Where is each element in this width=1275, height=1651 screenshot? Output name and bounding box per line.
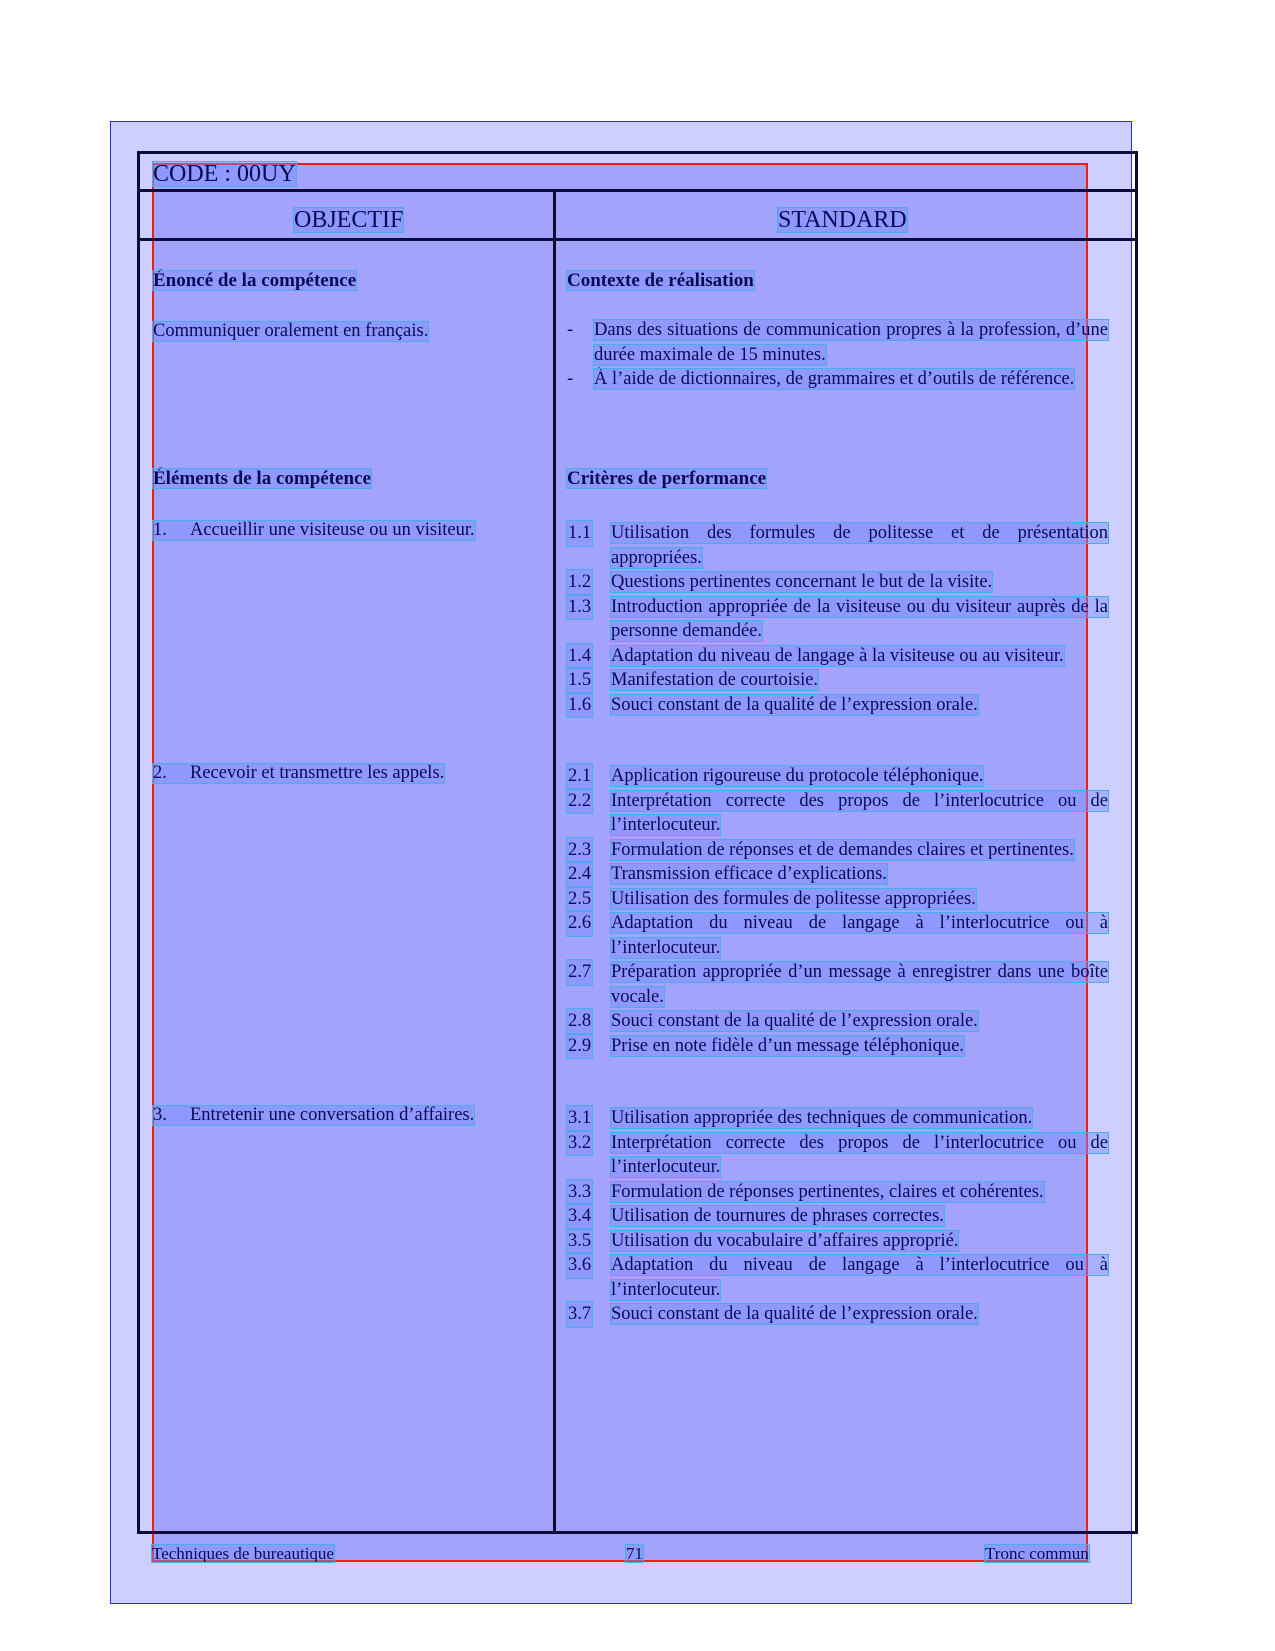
element-3 bbox=[153, 1106, 474, 1125]
criterion-text: Utilisation appropriée des techniques de communication. bbox=[611, 1108, 1033, 1128]
element-number: 3. bbox=[153, 1105, 167, 1125]
enonce-text: Communiquer oralement en français. bbox=[153, 321, 429, 341]
contexte-title: Contexte de réalisation bbox=[567, 270, 754, 291]
header-row-divider bbox=[137, 238, 1138, 241]
code-row-divider bbox=[137, 189, 1138, 192]
criterion-number: 1.1 bbox=[567, 521, 592, 546]
criterion-number: 3.1 bbox=[567, 1106, 592, 1131]
footer-program: Techniques de bureautique bbox=[152, 1544, 334, 1563]
criterion-number: 2.6 bbox=[567, 911, 592, 936]
criterion-number: 3.6 bbox=[567, 1253, 592, 1278]
criterion-text: Adaptation du niveau de langage à l’interlocutrice ou à l’interlocuteur. bbox=[611, 1255, 1108, 1300]
criterion-text: Adaptation du niveau de langage à l’interlocutrice ou à l’interlocuteur. bbox=[611, 913, 1108, 958]
element-number: 2. bbox=[153, 763, 167, 783]
enonce-title: Énoncé de la compétence bbox=[153, 270, 357, 291]
criterion-text: Préparation appropriée d’un message à enregistrer dans une boîte vocale. bbox=[611, 962, 1108, 1007]
criterion-text: Utilisation des formules de politesse et de présentation appropriées. bbox=[611, 523, 1108, 568]
element-label: Entretenir une conversation d’affaires. bbox=[190, 1105, 475, 1125]
footer-page-number: 71 bbox=[626, 1544, 643, 1563]
element-label: Recevoir et transmettre les appels. bbox=[190, 763, 445, 783]
criterion-number: 3.3 bbox=[567, 1180, 592, 1205]
criterion-number: 1.6 bbox=[567, 693, 592, 718]
criterion-text: Formulation de réponses et de demandes claires et pertinentes. bbox=[611, 839, 1074, 860]
criterion-text: Transmission efficace d’explications. bbox=[611, 864, 887, 884]
criterion-number: 2.5 bbox=[567, 887, 592, 912]
column-divider bbox=[553, 189, 556, 1534]
element-number: 1. bbox=[153, 520, 167, 540]
criterion-number: 3.2 bbox=[567, 1131, 592, 1156]
contexte-item-text: Dans des situations de communication propres à la profession, d’une durée maximale de 15 minutes. bbox=[594, 320, 1108, 365]
criterion-number: 2.3 bbox=[567, 838, 592, 863]
criterion-text: Utilisation du vocabulaire d’affaires approprié. bbox=[611, 1230, 959, 1251]
criterion-text: Introduction appropriée de la visiteuse ou du visiteur auprès de la personne demandée. bbox=[611, 596, 1108, 641]
criteres-title: Critères de performance bbox=[567, 468, 767, 489]
element-1 bbox=[153, 521, 475, 540]
criterion-number: 1.3 bbox=[567, 595, 592, 620]
criterion-text: Questions pertinentes concernant le but de la visite. bbox=[611, 572, 993, 592]
criterion-text: Souci constant de la qualité de l’expression orale. bbox=[611, 1011, 978, 1031]
header-objectif: OBJECTIF bbox=[294, 207, 404, 233]
criterion-number: 1.2 bbox=[567, 570, 592, 595]
criterion-number: 3.5 bbox=[567, 1229, 592, 1254]
criterion-text: Interprétation correcte des propos de l’interlocutrice ou de l’interlocuteur. bbox=[611, 1132, 1108, 1177]
criterion-number: 1.4 bbox=[567, 644, 592, 669]
criterion-number: 2.2 bbox=[567, 789, 592, 814]
criterion-number: 2.1 bbox=[567, 764, 592, 789]
footer-section: Tronc commun bbox=[985, 1544, 1089, 1563]
criterion-text: Formulation de réponses pertinentes, claires et cohérentes. bbox=[611, 1181, 1044, 1202]
criterion-number: 2.8 bbox=[567, 1009, 592, 1034]
criterion-text: Interprétation correcte des propos de l’interlocutrice ou de l’interlocuteur. bbox=[611, 790, 1108, 835]
criterion-text: Application rigoureuse du protocole téléphonique. bbox=[611, 766, 984, 786]
criterion-number: 2.4 bbox=[567, 862, 592, 887]
bullet-dash: - bbox=[567, 320, 574, 340]
criterion-text: Souci constant de la qualité de l’expression orale. bbox=[611, 1304, 978, 1324]
bullet-dash: - bbox=[567, 369, 574, 389]
criterion-number: 1.5 bbox=[567, 668, 592, 693]
criterion-number: 2.7 bbox=[567, 960, 592, 985]
elements-title: Éléments de la compétence bbox=[153, 468, 371, 489]
criterion-text: Utilisation des formules de politesse appropriées. bbox=[611, 888, 976, 909]
element-2 bbox=[153, 764, 444, 783]
criterion-text: Prise en note fidèle d’un message téléphonique. bbox=[611, 1035, 964, 1056]
element-label: Accueillir une visiteuse ou un visiteur. bbox=[190, 520, 475, 540]
criterion-number: 3.7 bbox=[567, 1302, 592, 1327]
contexte-item-text: À l’aide de dictionnaires, de grammaires et d’outils de référence. bbox=[594, 369, 1075, 389]
criterion-text: Manifestation de courtoisie. bbox=[611, 670, 819, 690]
criterion-text: Utilisation de tournures de phrases correctes. bbox=[611, 1206, 944, 1226]
header-standard: STANDARD bbox=[778, 207, 907, 233]
criterion-text: Souci constant de la qualité de l’expression orale. bbox=[611, 694, 978, 715]
criterion-text: Adaptation du niveau de langage à la visiteuse ou au visiteur. bbox=[611, 645, 1064, 666]
criterion-number: 3.4 bbox=[567, 1204, 592, 1229]
competence-code: CODE : 00UY bbox=[153, 161, 296, 187]
criterion-number: 2.9 bbox=[567, 1034, 592, 1059]
